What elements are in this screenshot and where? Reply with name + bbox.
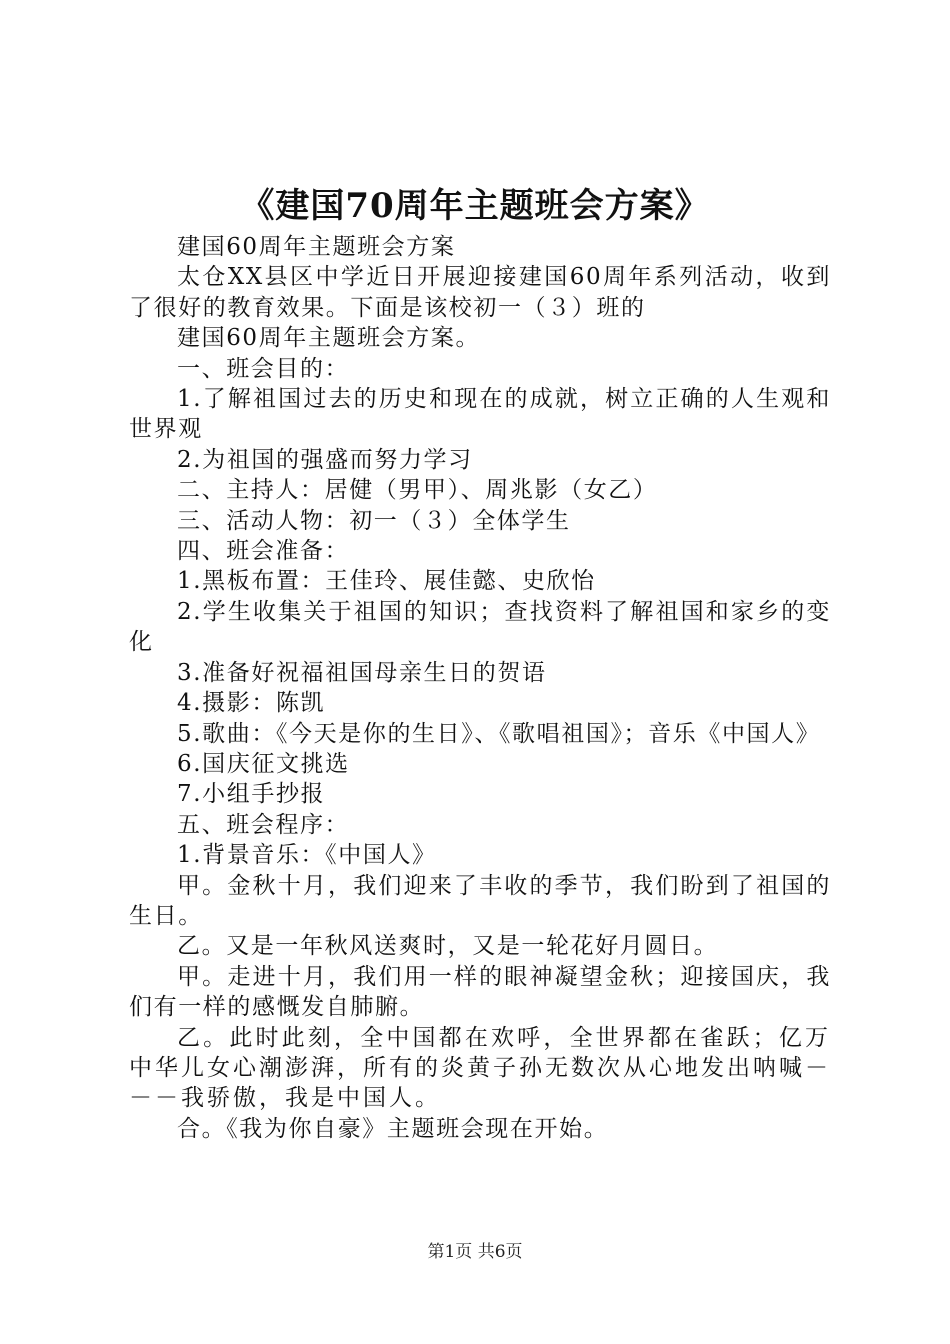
paragraph: 五、班会程序： <box>177 811 350 838</box>
paragraph: 合。《我为你自豪》主题班会现在开始。 <box>177 1115 609 1142</box>
paragraph: 1.了解祖国过去的历史和现在的成就，树立正确的人生观和世界观 <box>129 386 831 443</box>
paragraph: 7.小组手抄报 <box>177 781 326 808</box>
paragraph: 1.黑板布置：王佳玲、展佳懿、史欣怡 <box>177 568 596 595</box>
paragraph: 2.为祖国的强盛而努力学习 <box>177 446 473 473</box>
paragraph: 建国60周年主题班会方案。 <box>177 325 481 352</box>
page-number-footer: 第1页 共6页 <box>427 1242 523 1262</box>
paragraph: 乙。此时此刻，全中国都在欢呼，全世界都在雀跃；亿万中华儿女心潮澎湃，所有的炎黄子孙无数次从心地发出呐喊－－－我骄傲，我是中国人。 <box>129 1024 831 1112</box>
document-title: 《建国70周年主题班会方案》 <box>240 186 710 226</box>
paragraph: 四、班会准备： <box>177 538 350 565</box>
paragraph: 3.准备好祝福祖国母亲生日的贺语 <box>177 659 547 686</box>
paragraph: 三、活动人物：初一（３）全体学生 <box>177 507 571 534</box>
paragraph: 2.学生收集关于祖国的知识；查找资料了解祖国和家乡的变化 <box>129 598 831 656</box>
paragraph: 建国60周年主题班会方案 <box>177 234 456 260</box>
paragraph: 甲。金秋十月，我们迎来了丰收的季节，我们盼到了祖国的生日。 <box>129 872 831 929</box>
paragraph: 一、班会目的： <box>177 355 350 382</box>
document-body <box>129 232 831 1144</box>
paragraph: 太仓XX县区中学近日开展迎接建国60周年系列活动，收到了很好的教育效果。下面是该校初一（３）班的 <box>129 264 831 321</box>
paragraph: 5.歌曲：《今天是你的生日》、《歌唱祖国》；音乐《中国人》 <box>177 720 821 747</box>
paragraph: 6.国庆征文挑选 <box>177 750 350 777</box>
paragraph: 甲。走进十月，我们用一样的眼神凝望金秋；迎接国庆，我们有一样的感慨发自肺腑。 <box>129 963 831 1021</box>
paragraph: 乙。又是一年秋风送爽时，又是一轮花好月圆日。 <box>177 933 719 960</box>
paragraph: 1.背景音乐：《中国人》 <box>177 842 437 869</box>
paragraph: 二、主持人：居健（男甲）、周兆影（女乙） <box>177 477 658 504</box>
paragraph: 4.摄影：陈凯 <box>177 690 326 717</box>
